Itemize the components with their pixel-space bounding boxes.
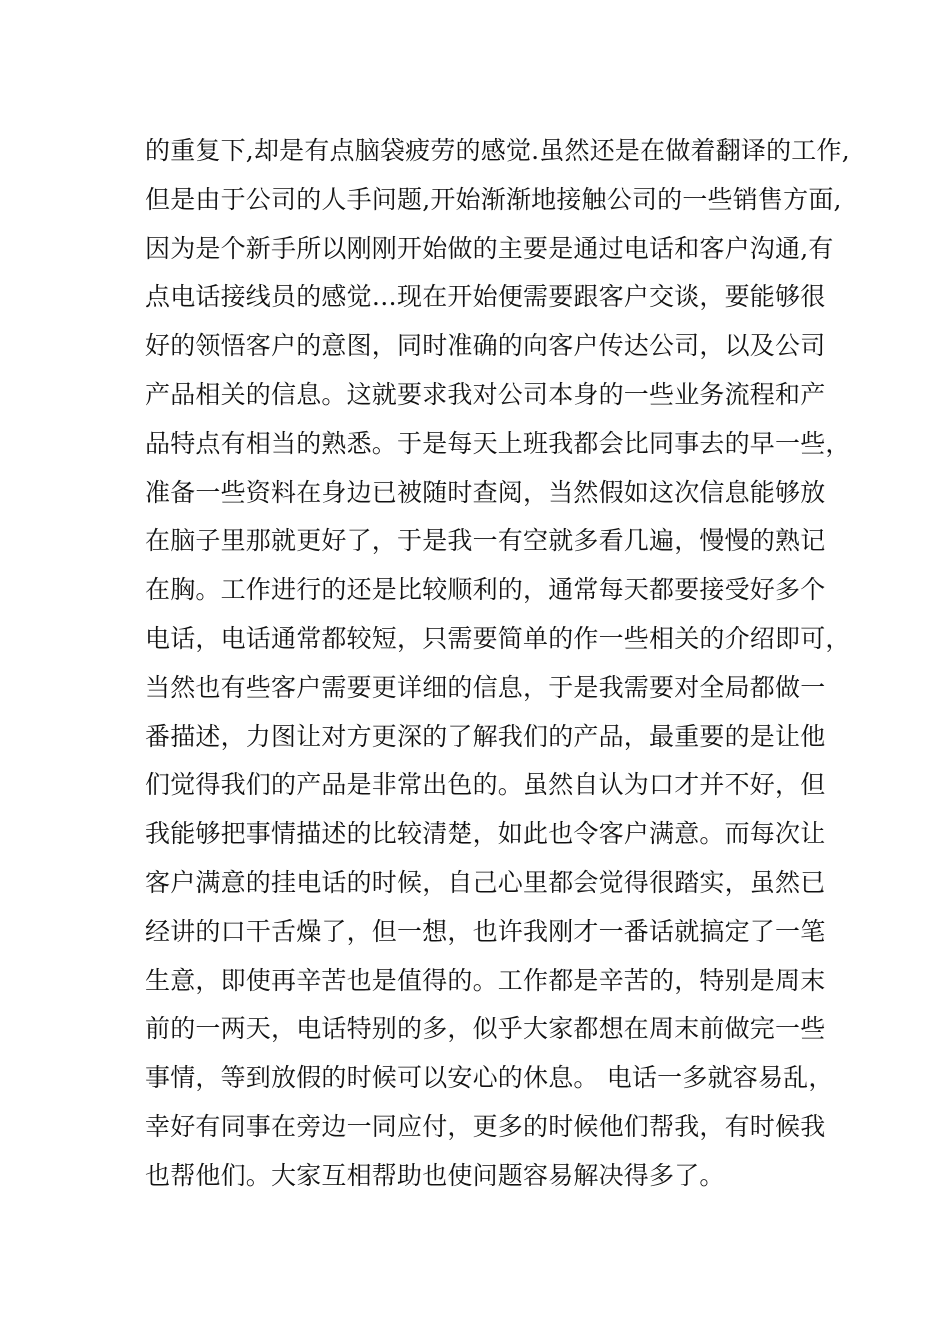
- text-line: 客户满意的挂电话的时候，自己心里都会觉得很踏实，虽然已: [145, 867, 826, 897]
- text-line: 也帮他们。大家互相帮助也使问题容易解决得多了。: [145, 1160, 725, 1190]
- text-line: 当然也有些客户需要更详细的信息，于是我需要对全局都做一: [145, 672, 826, 702]
- text-line: 前的一两天，电话特别的多，似乎大家都想在周末前做完一些: [145, 1014, 826, 1044]
- text-line: 点电话接线员的感觉…现在开始便需要跟客户交谈，要能够很: [145, 282, 826, 312]
- text-line: 产品相关的信息。这就要求我对公司本身的一些业务流程和产: [145, 379, 826, 409]
- text-line: 好的领悟客户的意图，同时准确的向客户传达公司，以及公司: [145, 331, 826, 361]
- text-line: 电话，电话通常都较短，只需要简单的作一些相关的介绍即可，: [145, 623, 851, 653]
- text-line: 但是由于公司的人手问题,开始渐渐地接触公司的一些销售方面,: [145, 184, 842, 214]
- text-line: 准备一些资料在身边已被随时查阅，当然假如这次信息能够放: [145, 477, 826, 507]
- text-line: 在胸。工作进行的还是比较顺利的，通常每天都要接受好多个: [145, 575, 826, 605]
- text-line: 的重复下,却是有点脑袋疲劳的感觉.虽然还是在做着翻译的工作,: [145, 136, 850, 165]
- text-line: 品特点有相当的熟悉。于是每天上班我都会比同事去的早一些，: [145, 428, 851, 458]
- text-line: 经讲的口干舌燥了，但一想，也许我刚才一番话就搞定了一笔: [145, 916, 826, 946]
- text-line: 在脑子里那就更好了，于是我一有空就多看几遍，慢慢的熟记: [145, 526, 826, 556]
- text-line: 事情，等到放假的时候可以安心的休息。 电话一多就容易乱，: [145, 1063, 834, 1093]
- body-text: [145, 127, 851, 1201]
- text-line: 因为是个新手所以刚刚开始做的主要是通过电话和客户沟通,有: [145, 233, 834, 263]
- text-line: 生意，即使再辛苦也是值得的。工作都是辛苦的，特别是周末: [145, 965, 826, 995]
- text-line: 们觉得我们的产品是非常出色的。虽然自认为口才并不好，但: [145, 770, 826, 800]
- text-line: 我能够把事情描述的比较清楚，如此也令客户满意。而每次让: [145, 819, 826, 849]
- text-line: 番描述，力图让对方更深的了解我们的产品，最重要的是让他: [145, 721, 826, 751]
- text-line: 幸好有同事在旁边一同应付，更多的时候他们帮我，有时候我: [145, 1111, 826, 1141]
